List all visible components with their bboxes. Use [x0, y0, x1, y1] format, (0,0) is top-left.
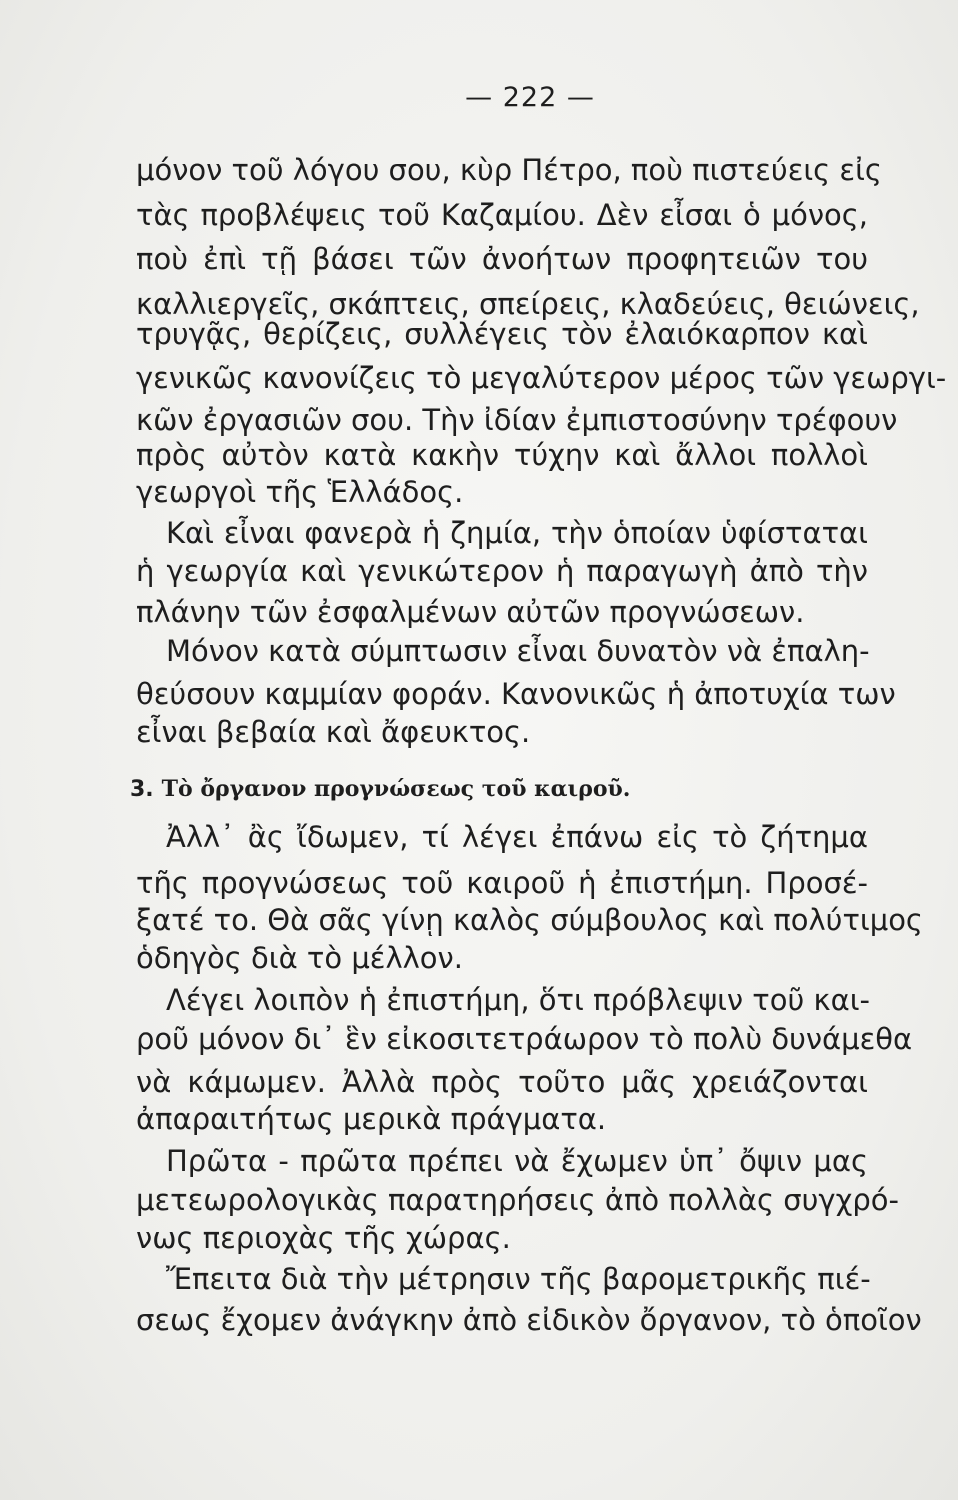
paragraph-start-line: Καὶ εἶναι φανερὰ ἡ ζημία, τὴν ὁποίαν ὑφίσταται: [166, 516, 868, 550]
text-line: σεως ἔχομεν ἀνάγκην ἀπὸ εἰδικὸν ὄργανον, τὸ ὁποῖον: [136, 1303, 922, 1337]
text-line: πλάνην τῶν ἐσφαλμένων αὐτῶν προγνώσεων.: [136, 595, 805, 629]
text-line: κῶν ἐργασιῶν σου. Τὴν ἰδίαν ἐμπιστοσύνην τρέφουν: [136, 403, 898, 437]
text-line: ποὺ ἐπὶ τῇ βάσει τῶν ἀνοήτων προφητειῶν του: [136, 242, 868, 276]
text-line: γενικῶς κανονίζεις τὸ μεγαλύτερον μέρος τῶν γεωργι-: [136, 361, 947, 395]
text-line: ἡ γεωργία καὶ γενικώτερον ἡ παραγωγὴ ἀπὸ τὴν: [136, 554, 868, 588]
text-line: ὁδηγὸς διὰ τὸ μέλλον.: [136, 941, 463, 975]
text-line: τῆς προγνώσεως τοῦ καιροῦ ἡ ἐπιστήμη. Προσέ-: [136, 866, 868, 900]
text-line: μόνον τοῦ λόγου σου, κὺρ Πέτρο, ποὺ πιστεύεις εἰς: [136, 153, 882, 187]
text-line: εἶναι βεβαία καὶ ἄφευκτος.: [136, 715, 531, 749]
text-line: ξατέ το. Θὰ σᾶς γίνῃ καλὸς σύμβουλος καὶ πολύτιμος: [136, 903, 923, 937]
paragraph-start-line: Ἔπειτα διὰ τὴν μέτρησιν τῆς βαρομετρικῆς πιέ-: [166, 1262, 871, 1296]
text-line: γεωργοὶ τῆς Ἑλλάδος.: [136, 475, 464, 509]
text-line: πρὸς αὐτὸν κατὰ κακὴν τύχην καὶ ἄλλοι πολλοὶ: [136, 438, 868, 472]
paragraph-start-line: Ἀλλ᾽ ἂς ἴδωμεν, τί λέγει ἐπάνω εἰς τὸ ζήτημα: [166, 820, 868, 854]
text-line: καλλιεργεῖς, σκάπτεις, σπείρεις, κλαδεύεις, θειώνεις,: [136, 287, 920, 321]
paragraph-start-line: Λέγει λοιπὸν ἡ ἐπιστήμη, ὅτι πρόβλεψιν τοῦ και-: [166, 983, 870, 1017]
text-line: τρυγᾷς, θερίζεις, συλλέγεις τὸν ἐλαιόκαρπον καὶ: [136, 317, 868, 351]
text-line: τὰς προβλέψεις τοῦ Καζαμίου. Δὲν εἶσαι ὁ μόνος,: [136, 198, 868, 232]
paragraph-start-line: Πρῶτα - πρῶτα πρέπει νὰ ἔχωμεν ὑπ᾽ ὄψιν μας: [166, 1144, 868, 1178]
section-title: Τὸ ὄργανον προγνώσεως τοῦ καιροῦ.: [161, 776, 631, 802]
text-line: θεύσουν καμμίαν φοράν. Κανονικῶς ἡ ἀποτυχία των: [136, 677, 896, 711]
text-line: ἀπαραιτήτως μερικὰ πράγματα.: [136, 1102, 607, 1136]
text-line: νως περιοχὰς τῆς χώρας.: [136, 1221, 511, 1255]
section-heading: [130, 774, 630, 805]
page-number: — 222 —: [465, 82, 595, 113]
paragraph-start-line: Μόνον κατὰ σύμπτωσιν εἶναι δυνατὸν νὰ ἐπαλη-: [166, 634, 870, 668]
text-line: ροῦ μόνον δι᾽ ἓν εἰκοσιτετράωρον τὸ πολὺ δυνάμεθα: [136, 1022, 913, 1056]
text-line: νὰ κάμωμεν. Ἀλλὰ πρὸς τοῦτο μᾶς χρειάζονται: [136, 1065, 868, 1099]
text-line: μετεωρολογικὰς παρατηρήσεις ἀπὸ πολλὰς συγχρό-: [136, 1183, 899, 1217]
section-number: 3.: [130, 777, 154, 802]
